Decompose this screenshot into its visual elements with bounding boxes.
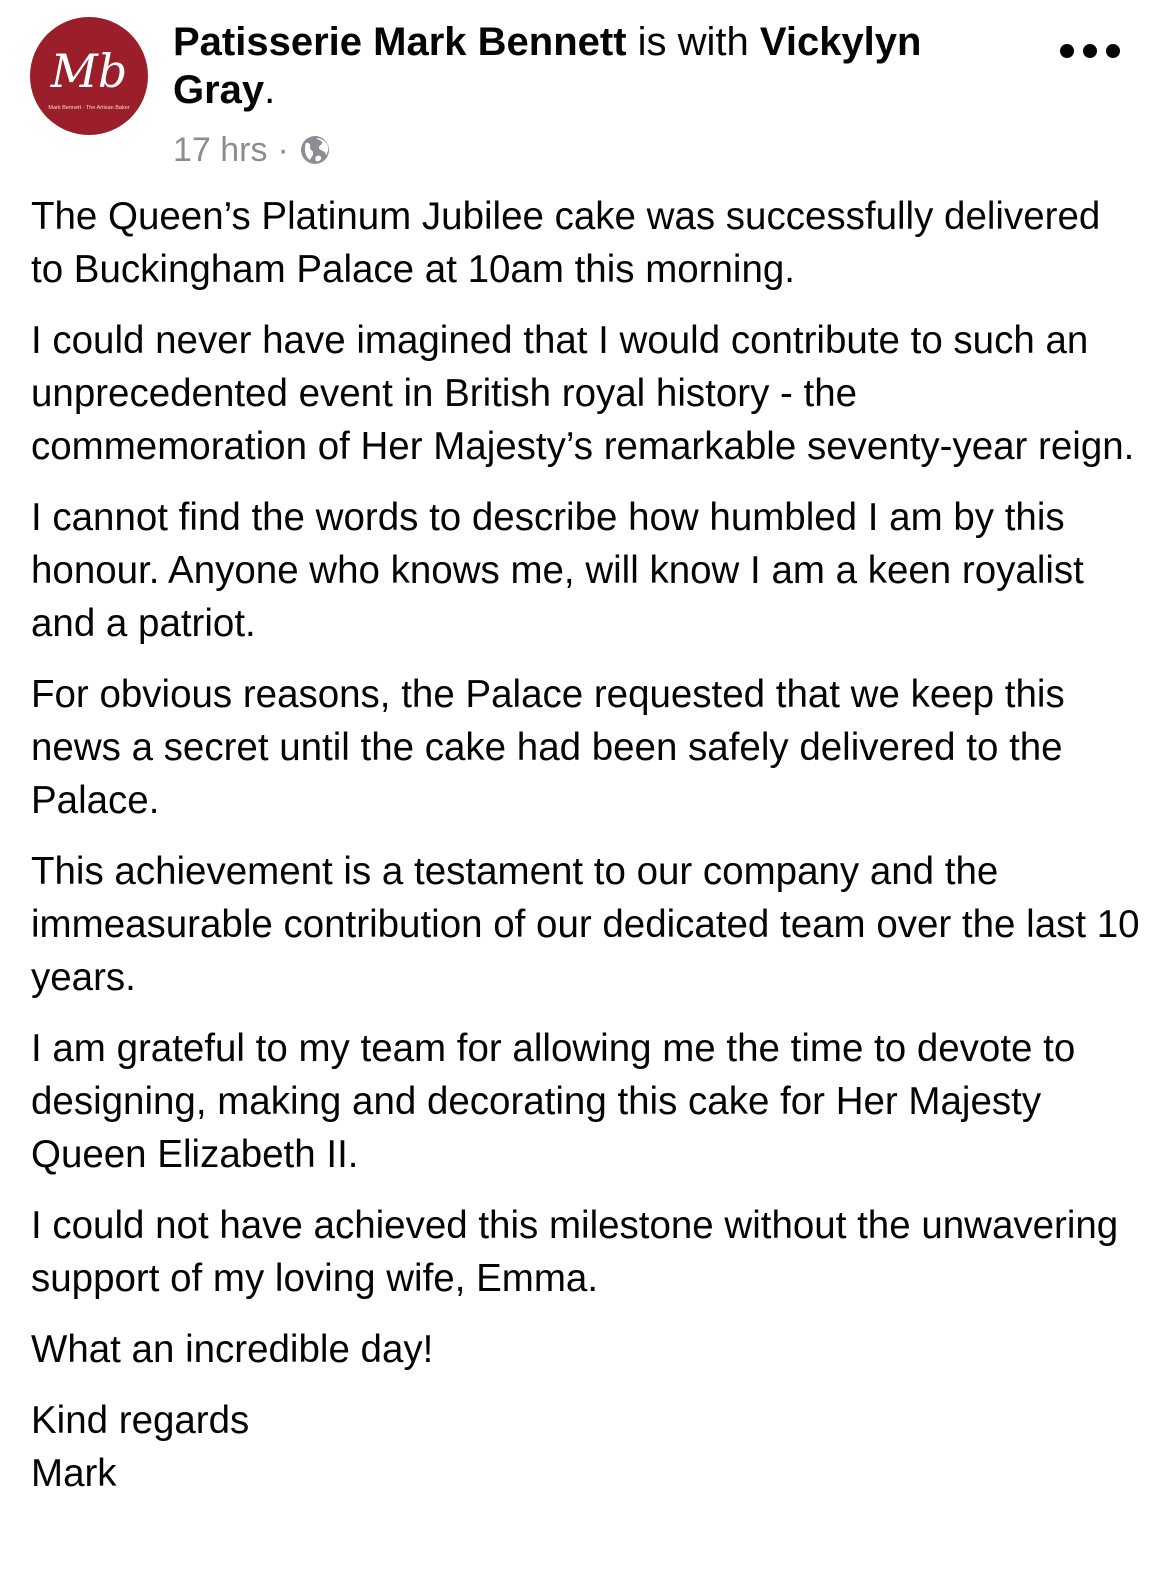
post-paragraph: The Queen’s Platinum Jubilee cake was successfully delivered to Buckingham Palace at 10am this morning. bbox=[31, 195, 1111, 291]
post-meta bbox=[173, 130, 1023, 170]
post-paragraph: What an incredible day! bbox=[31, 1328, 434, 1371]
post-paragraph: I cannot find the words to describe how humbled I am by this honour. Anyone who knows me, will know I am a keen royalist and a patriot. bbox=[31, 496, 1095, 645]
more-dot bbox=[1083, 44, 1097, 58]
avatar[interactable] bbox=[30, 17, 148, 135]
post-paragraph: This achievement is a testament to our company and the immeasurable contribution of our dedicated team over the last 10 years. bbox=[31, 850, 1151, 999]
tagged-person[interactable]: Vickylyn Gray bbox=[173, 20, 922, 112]
post-paragraph: I am grateful to my team for allowing me the time to devote to designing, making and decorating this cake for Her Majesty Queen Elizabeth II. bbox=[31, 1027, 1086, 1176]
patisserie-logo-icon bbox=[30, 17, 148, 135]
tagged-suffix: . bbox=[264, 68, 276, 112]
globe-icon[interactable] bbox=[299, 134, 331, 166]
post-timestamp[interactable]: 17 hrs bbox=[173, 131, 268, 169]
post-paragraph: I could never have imagined that I would contribute to such an unprecedented event in British royal history - the commemoration of Her Majesty’s remarkable seventy-year reign. bbox=[31, 319, 1135, 468]
logo-tagline: Mark Bennett · The Artisan Baker bbox=[48, 105, 130, 111]
more-dot bbox=[1060, 44, 1074, 58]
post-author-line bbox=[173, 18, 1023, 114]
more-dots-icon[interactable] bbox=[1060, 36, 1120, 66]
post-paragraph: I could not have achieved this milestone without the unwavering support of my loving wife, Emma. bbox=[31, 1204, 1129, 1300]
post-signoff: Kind regards Mark bbox=[31, 1399, 250, 1495]
logo-letters: Mb bbox=[50, 44, 128, 98]
post-body bbox=[31, 190, 1151, 1518]
with-text: is with bbox=[626, 20, 760, 64]
meta-separator: · bbox=[277, 131, 289, 169]
post-header bbox=[173, 18, 1023, 170]
author-name[interactable]: Patisserie Mark Bennett bbox=[173, 20, 627, 64]
more-dot bbox=[1106, 44, 1120, 58]
post-paragraph: For obvious reasons, the Palace requested that we keep this news a secret until the cake had been safely delivered to the Palace. bbox=[31, 673, 1076, 822]
